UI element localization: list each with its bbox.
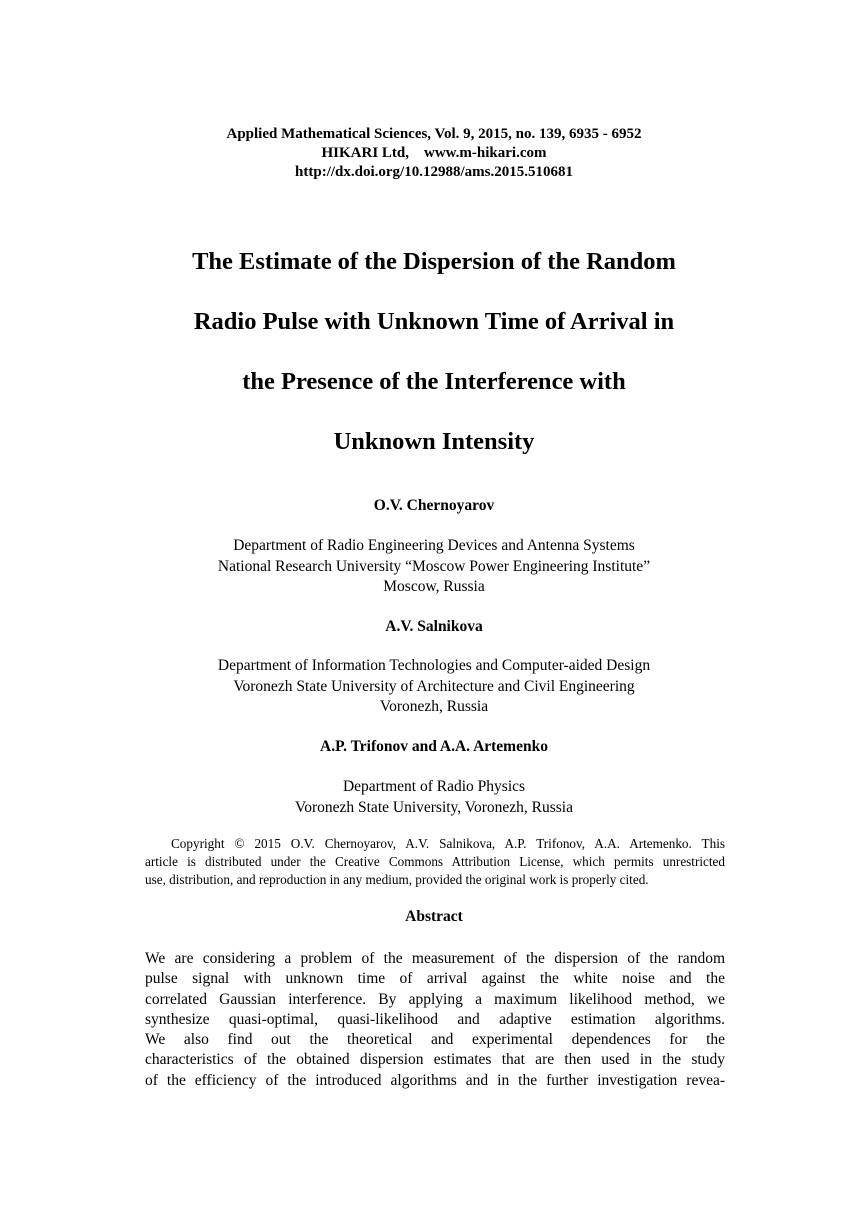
- abstract-line: pulse signal with unknown time of arrival against the white noise and the: [145, 970, 725, 988]
- author-affiliation: [0, 536, 868, 598]
- title-line: The Estimate of the Dispersion of the Random: [192, 248, 676, 275]
- copyright-line: Copyright © 2015 O.V. Chernoyarov, A.V. Salnikova, A.P. Trifonov, A.A. Artemenko. This: [171, 836, 725, 851]
- abstract-line: of the efficiency of the introduced algorithms and in the further investigation revea-: [145, 1071, 725, 1089]
- affiliation-line: Moscow, Russia: [383, 578, 485, 595]
- paper-title: [0, 240, 868, 480]
- abstract-line: We are considering a problem of the measurement of the dispersion of the random: [145, 950, 725, 967]
- abstract-line: We also find out the theoretical and experimental dependences for the: [145, 1031, 725, 1049]
- copyright-line: use, distribution, and reproduction in any medium, provided the original work is properly cited.: [145, 872, 649, 887]
- author-name: A.V. Salnikova: [385, 618, 483, 635]
- abstract-line: characteristics of the obtained dispersion estimates that are then used in the study: [145, 1051, 725, 1069]
- abstract-body: [145, 949, 725, 1091]
- affiliation-line: National Research University “Moscow Power Engineering Institute”: [217, 557, 651, 575]
- abstract-heading: Abstract: [405, 908, 463, 925]
- copyright-line: article is distributed under the Creative Commons Attribution License, which permits unrestricted: [145, 854, 725, 869]
- journal-citation: Applied Mathematical Sciences, Vol. 9, 2015, no. 139, 6935 - 6952: [226, 126, 642, 142]
- affiliation-line: Voronezh State University, Voronezh, Russia: [295, 798, 573, 816]
- author-affiliation: [0, 656, 868, 718]
- copyright-notice: [145, 835, 725, 889]
- title-line: the Presence of the Interference with: [242, 368, 626, 395]
- abstract-line: synthesize quasi-optimal, quasi-likelihood and adaptive estimation algorithms.: [145, 1010, 725, 1028]
- author-name: O.V. Chernoyarov: [373, 497, 495, 514]
- author-name: A.P. Trifonov and A.A. Artemenko: [320, 738, 548, 755]
- abstract-line: correlated Gaussian interference. By applying a maximum likelihood method, we: [145, 990, 725, 1008]
- affiliation-line: Department of Radio Physics: [342, 778, 526, 795]
- doi-link[interactable]: http://dx.doi.org/10.12988/ams.2015.510681: [295, 164, 573, 180]
- journal-header: [0, 125, 868, 182]
- affiliation-line: Voronezh, Russia: [379, 698, 489, 715]
- affiliation-line: Department of Radio Engineering Devices and Antenna Systems: [233, 537, 635, 554]
- title-line: Unknown Intensity: [333, 428, 535, 455]
- affiliation-line: Voronezh State University of Architecture and Civil Engineering: [233, 677, 635, 695]
- affiliation-line: Department of Information Technologies and Computer-aided Design: [217, 657, 651, 674]
- publisher-line: HIKARI Ltd, www.m-hikari.com: [321, 145, 547, 161]
- title-line: Radio Pulse with Unknown Time of Arrival in: [193, 308, 675, 335]
- author-affiliation: [0, 777, 868, 818]
